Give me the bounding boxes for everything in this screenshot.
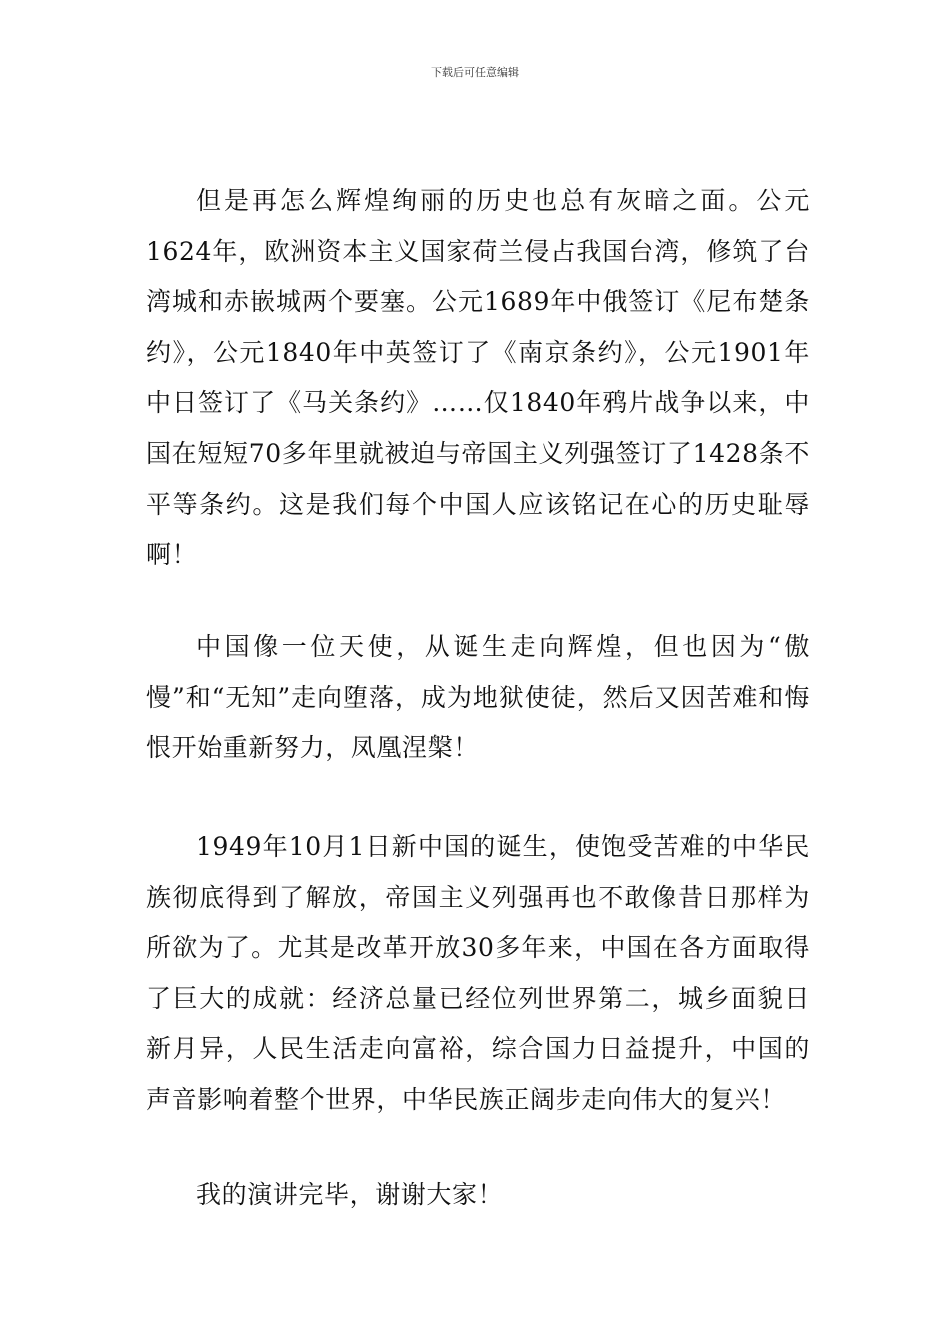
paragraph-new-china: 1949年10月1日新中国的诞生，使饱受苦难的中华民族彻底得到了解放，帝国主义列强再也不敢像昔日那样为所欲为了。尤其是改革开放30多年来，中国在各方面取得了巨大的成就：经济总量已经位列世界第二，城乡面貌日新月异，人民生活走向富裕，综合国力日益提升，中国的声音影响着整个世界，中华民族正阔步走向伟大的复兴！ bbox=[146, 832, 810, 1114]
paragraph-closing: 我的演讲完毕，谢谢大家！ bbox=[196, 1180, 504, 1209]
paragraph-angel-metaphor: 中国像一位天使，从诞生走向辉煌，但也因为“傲慢”和“无知”走向堕落，成为地狱使徒，然后又因苦难和悔恨开始重新努力，凤凰涅槃！ bbox=[146, 632, 810, 763]
page-header: 下载后可任意编辑 bbox=[431, 66, 519, 79]
paragraph-history-humiliation: 但是再怎么辉煌绚丽的历史也总有灰暗之面。公元1624年，欧洲资本主义国家荷兰侵占我国台湾，修筑了台湾城和赤嵌城两个要塞。公元1689年中俄签订《尼布楚条约》，公元1840年中英签订了《南京条约》，公元1901年中日签订了《马关条约》……仅1840年鸦片战争以来，中国在短短70多年里就被迫与帝国主义列强签订了1428条不平等条约。这是我们每个中国人应该铭记在心的历史耻辱啊！ bbox=[146, 186, 810, 570]
